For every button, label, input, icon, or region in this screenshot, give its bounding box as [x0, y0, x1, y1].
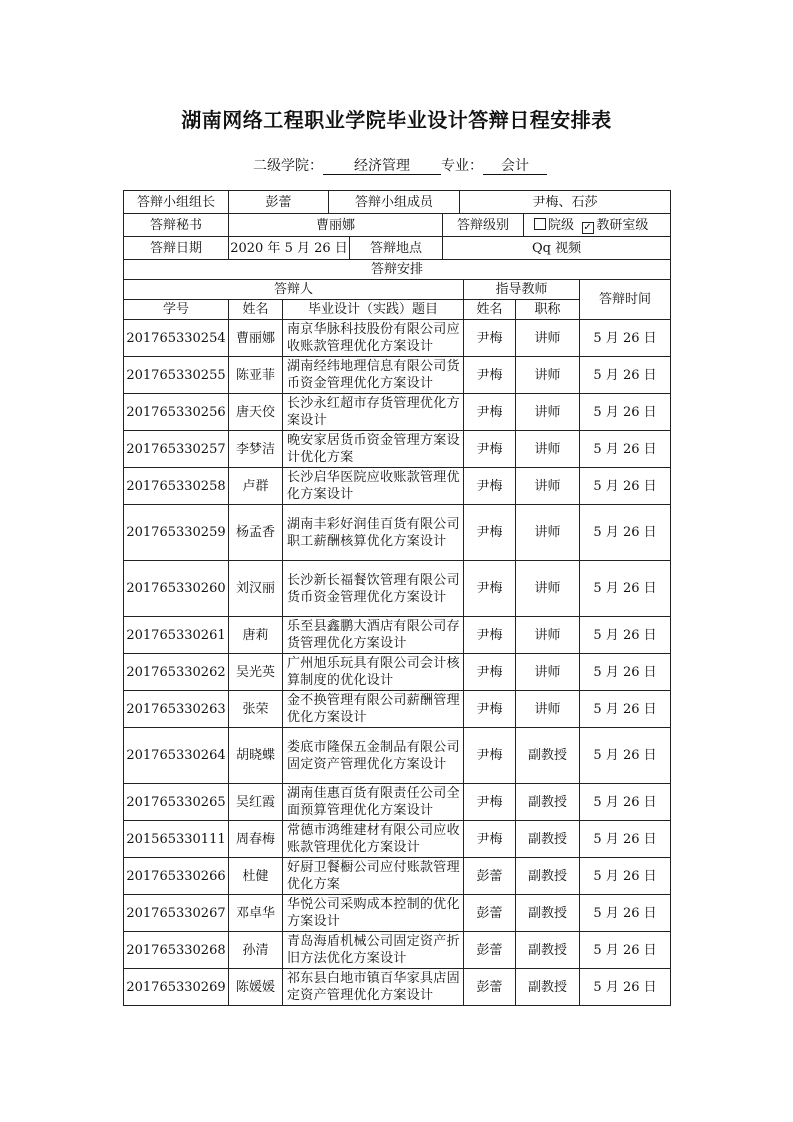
student-name-cell: 刘汉丽	[229, 561, 283, 617]
table-row	[124, 617, 671, 654]
student-name-cell: 唐天佼	[229, 394, 283, 431]
topic-cell: 长沙启华医院应收账款管理优化方案设计	[283, 468, 464, 505]
table-row	[124, 468, 671, 505]
advisor-title-cell: 副教授	[516, 728, 580, 784]
time-header: 答辩时间	[580, 280, 671, 320]
topic-cell: 长沙新长福餐饮管理有限公司货币资金管理优化方案设计	[283, 561, 464, 617]
defense-date-cell: 5 月 26 日	[580, 932, 671, 969]
advisor-name-cell: 尹梅	[464, 394, 516, 431]
advisor-name-cell: 尹梅	[464, 431, 516, 468]
advisor-name-cell: 尹梅	[464, 691, 516, 728]
topic-cell: 青岛海盾机械公司固定资产折旧方法优化方案设计	[283, 932, 464, 969]
defense-date-cell: 5 月 26 日	[580, 728, 671, 784]
table-row	[124, 932, 671, 969]
date-label: 答辩日期	[124, 237, 229, 260]
topic-cell: 娄底市隆保五金制品有限公司固定资产管理优化方案设计	[283, 728, 464, 784]
topic-cell: 广州旭乐玩具有限公司会计核算制度的优化设计	[283, 654, 464, 691]
advisor-name-cell: 尹梅	[464, 320, 516, 357]
advisor-title-cell: 讲师	[516, 468, 580, 505]
secretary-label: 答辩秘书	[124, 214, 229, 237]
major-value: 会计	[483, 158, 547, 175]
student-name-cell: 孙清	[229, 932, 283, 969]
student-name-cell: 周春梅	[229, 821, 283, 858]
checkbox-checked-icon[interactable]: ✓	[582, 222, 594, 234]
leader-label: 答辩小组组长	[124, 191, 229, 214]
checkbox-unchecked-icon[interactable]	[534, 218, 546, 230]
advisor-name-header: 姓名	[464, 300, 516, 320]
defense-date-cell: 5 月 26 日	[580, 858, 671, 895]
topic-cell: 金不换管理有限公司薪酬管理优化方案设计	[283, 691, 464, 728]
student-name-cell: 曹丽娜	[229, 320, 283, 357]
student-id-cell: 201765330257	[124, 431, 229, 468]
sub-header	[253, 155, 547, 175]
table-row	[124, 969, 671, 1006]
student-id-cell: 201765330264	[124, 728, 229, 784]
advisor-title-cell: 副教授	[516, 969, 580, 1006]
defense-date-cell: 5 月 26 日	[580, 654, 671, 691]
date-value: 2020 年 5 月 26 日	[229, 237, 350, 260]
topic-cell: 华悦公司采购成本控制的优化方案设计	[283, 895, 464, 932]
student-name-cell: 陈亚菲	[229, 357, 283, 394]
advisor-title-cell: 讲师	[516, 431, 580, 468]
topic-cell: 湖南经纬地理信息有限公司货币资金管理优化方案设计	[283, 357, 464, 394]
student-name-cell: 杨孟香	[229, 505, 283, 561]
advisor-title-header: 职称	[516, 300, 580, 320]
student-id-cell: 201765330262	[124, 654, 229, 691]
table-row	[124, 654, 671, 691]
topic-cell: 乐至县鑫鹏大酒店有限公司存货管理优化方案设计	[283, 617, 464, 654]
defense-date-cell: 5 月 26 日	[580, 617, 671, 654]
table-row	[124, 784, 671, 821]
student-name-cell: 吴光英	[229, 654, 283, 691]
topic-cell: 湖南佳惠百货有限责任公司全面预算管理优化方案设计	[283, 784, 464, 821]
advisor-title-cell: 副教授	[516, 784, 580, 821]
student-name-cell: 胡晓蝶	[229, 728, 283, 784]
table-row	[124, 505, 671, 561]
level-options	[524, 214, 671, 237]
level-label: 答辩级别	[443, 214, 524, 237]
student-id-cell: 201765330263	[124, 691, 229, 728]
table-row	[124, 895, 671, 932]
advisor-title-cell: 讲师	[516, 320, 580, 357]
page-title: 湖南网络工程职业学院毕业设计答辩日程安排表	[181, 108, 612, 132]
place-label: 答辩地点	[350, 237, 443, 260]
defense-date-cell: 5 月 26 日	[580, 468, 671, 505]
advisor-title-cell: 讲师	[516, 691, 580, 728]
student-id-cell: 201765330255	[124, 357, 229, 394]
student-id-cell: 201765330269	[124, 969, 229, 1006]
student-name-cell: 唐莉	[229, 617, 283, 654]
table-row	[124, 357, 671, 394]
topic-cell: 长沙永红超市存货管理优化方案设计	[283, 394, 464, 431]
topic-cell: 祁东县白地市镇百华家具店固定资产管理优化方案设计	[283, 969, 464, 1006]
advisor-title-cell: 讲师	[516, 617, 580, 654]
student-name-cell: 卢群	[229, 468, 283, 505]
advisor-title-cell: 讲师	[516, 394, 580, 431]
student-name-cell: 吴红霞	[229, 784, 283, 821]
advisor-name-cell: 彭蕾	[464, 858, 516, 895]
table-row	[124, 320, 671, 357]
advisor-title-cell: 副教授	[516, 858, 580, 895]
defense-date-cell: 5 月 26 日	[580, 357, 671, 394]
defense-date-cell: 5 月 26 日	[580, 895, 671, 932]
info-table	[123, 190, 671, 260]
student-id-cell: 201765330254	[124, 320, 229, 357]
student-id-cell: 201765330266	[124, 858, 229, 895]
secretary-value: 曹丽娜	[229, 214, 443, 237]
table-row	[124, 561, 671, 617]
student-id-header: 学号	[124, 300, 229, 320]
student-id-cell: 201765330261	[124, 617, 229, 654]
advisor-title-cell: 副教授	[516, 895, 580, 932]
place-value: Qq 视频	[443, 237, 671, 260]
schedule-label: 答辩安排	[124, 260, 671, 280]
advisor-name-cell: 尹梅	[464, 561, 516, 617]
student-name-cell: 陈媛媛	[229, 969, 283, 1006]
advisor-title-cell: 讲师	[516, 357, 580, 394]
members-value: 尹梅、石莎	[460, 191, 671, 214]
topic-cell: 湖南丰彩好润佳百货有限公司职工薪酬核算优化方案设计	[283, 505, 464, 561]
advisor-header: 指导教师	[464, 280, 580, 300]
advisor-title-cell: 讲师	[516, 561, 580, 617]
defense-date-cell: 5 月 26 日	[580, 691, 671, 728]
advisor-name-cell: 尹梅	[464, 821, 516, 858]
table-row	[124, 858, 671, 895]
advisor-title-cell: 副教授	[516, 821, 580, 858]
student-id-cell: 201765330267	[124, 895, 229, 932]
student-id-cell: 201765330260	[124, 561, 229, 617]
student-id-cell: 201765330265	[124, 784, 229, 821]
table-row	[124, 431, 671, 468]
advisor-name-cell: 彭蕾	[464, 932, 516, 969]
defense-date-cell: 5 月 26 日	[580, 320, 671, 357]
defender-header: 答辩人	[124, 280, 464, 300]
advisor-name-cell: 尹梅	[464, 357, 516, 394]
defense-date-cell: 5 月 26 日	[580, 969, 671, 1006]
advisor-name-cell: 彭蕾	[464, 895, 516, 932]
defense-date-cell: 5 月 26 日	[580, 394, 671, 431]
student-id-cell: 201565330111	[124, 821, 229, 858]
advisor-title-cell: 副教授	[516, 932, 580, 969]
student-name-cell: 李梦洁	[229, 431, 283, 468]
topic-cell: 好厨卫餐橱公司应付账款管理优化方案	[283, 858, 464, 895]
student-name-cell: 张荣	[229, 691, 283, 728]
table-row	[124, 691, 671, 728]
student-name-cell: 邓卓华	[229, 895, 283, 932]
defense-date-cell: 5 月 26 日	[580, 784, 671, 821]
advisor-name-cell: 尹梅	[464, 728, 516, 784]
advisor-title-cell: 讲师	[516, 505, 580, 561]
table-row	[124, 821, 671, 858]
table-row	[124, 394, 671, 431]
college-value: 经济管理	[323, 158, 441, 175]
topic-header: 毕业设计（实践）题目	[283, 300, 464, 320]
defense-date-cell: 5 月 26 日	[580, 505, 671, 561]
defense-date-cell: 5 月 26 日	[580, 431, 671, 468]
advisor-title-cell: 讲师	[516, 654, 580, 691]
student-id-cell: 201765330259	[124, 505, 229, 561]
level-option-college: 院级	[548, 217, 575, 233]
student-id-cell: 201765330258	[124, 468, 229, 505]
student-id-cell: 201765330268	[124, 932, 229, 969]
topic-cell: 晚安家居货币资金管理方案设计优化方案	[283, 431, 464, 468]
leader-value: 彭蕾	[229, 191, 329, 214]
topic-cell: 常德市鸿维建材有限公司应收账款管理优化方案设计	[283, 821, 464, 858]
topic-cell: 南京华脉科技股份有限公司应收账款管理优化方案设计	[283, 320, 464, 357]
advisor-name-cell: 彭蕾	[464, 969, 516, 1006]
advisor-name-cell: 尹梅	[464, 784, 516, 821]
advisor-name-cell: 尹梅	[464, 654, 516, 691]
defense-date-cell: 5 月 26 日	[580, 561, 671, 617]
advisor-name-cell: 尹梅	[464, 468, 516, 505]
major-label: 专业：	[441, 158, 483, 174]
level-option-department: 教研室级	[596, 217, 649, 233]
advisor-name-cell: 尹梅	[464, 617, 516, 654]
student-name-cell: 杜健	[229, 858, 283, 895]
student-id-cell: 201765330256	[124, 394, 229, 431]
advisor-name-cell: 尹梅	[464, 505, 516, 561]
table-row	[124, 728, 671, 784]
college-label: 二级学院：	[253, 158, 323, 174]
name-header: 姓名	[229, 300, 283, 320]
defense-date-cell: 5 月 26 日	[580, 821, 671, 858]
schedule-table	[123, 259, 671, 1006]
members-label: 答辩小组成员	[329, 191, 460, 214]
